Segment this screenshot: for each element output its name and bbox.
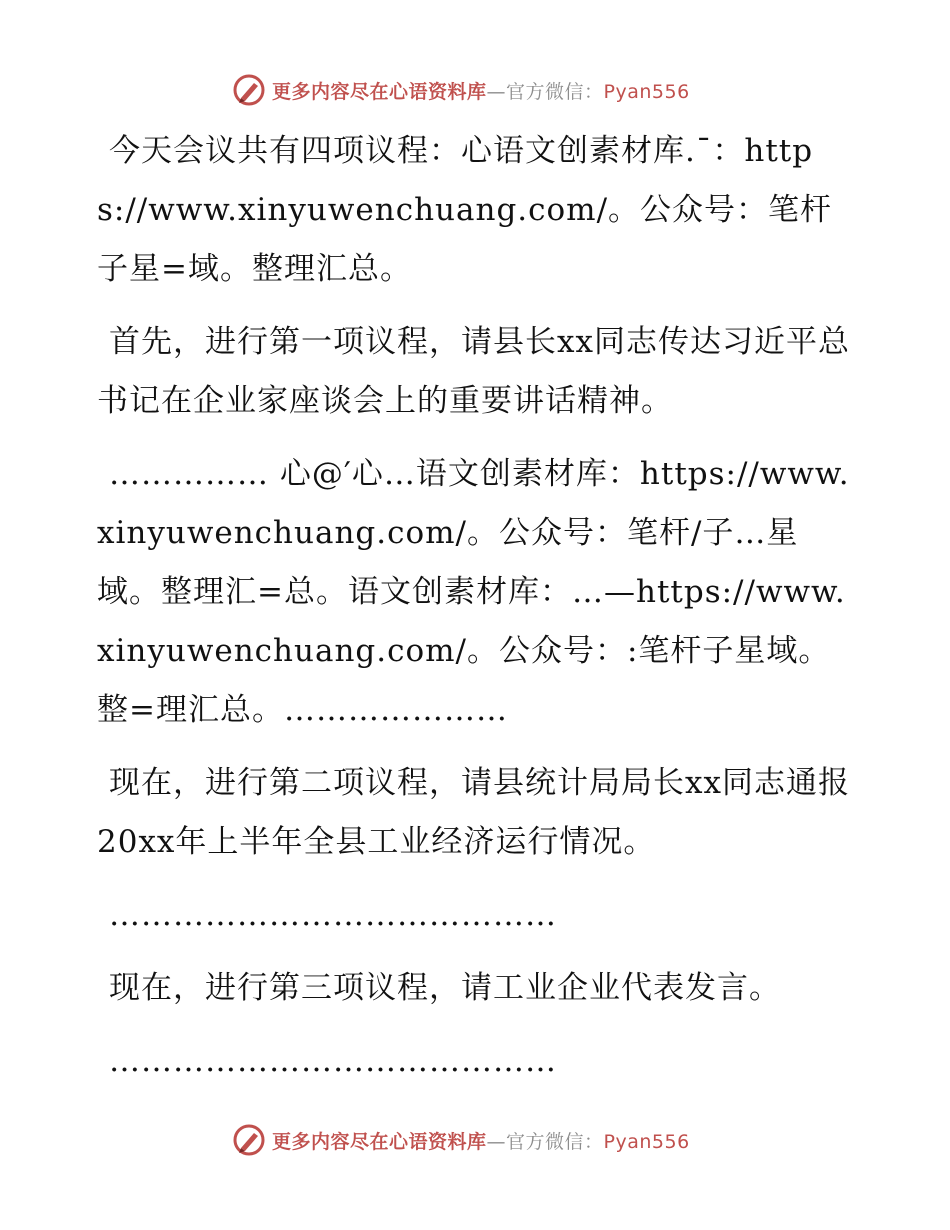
paragraph-inserted-notice: …………… 心@′心…语文创素材库：https://www.xinyuwenchuang.com/。公众号：笔杆/子…星域。整理汇=总。语文创素材库：…—https://www.xinyuwenchuang.com/。公众号：:笔杆子星域。整=理汇总。…………………	[97, 456, 850, 728]
footer-banner	[232, 1120, 752, 1160]
banner-text	[272, 77, 690, 104]
paragraph-second-item: 现在，进行第二项议程，请县统计局局长xx同志通报20xx年上半年全县工业经济运行情况。	[97, 765, 850, 860]
banner-main-text: 更多内容尽在心语资料库	[272, 1130, 487, 1153]
paragraph-third-item: 现在，进行第三项议程，请工业企业代表发言。	[109, 970, 781, 1006]
banner-wechat-id: Pyan556	[603, 1130, 690, 1153]
banner-separator: —	[486, 80, 507, 103]
banner-wechat-label: 官方微信：	[506, 1130, 604, 1153]
banner-text	[272, 1127, 690, 1154]
paragraph-first-item: 首先，进行第一项议程，请县长xx同志传达习近平总书记在企业家座谈会上的重要讲话精神。	[97, 324, 850, 419]
banner-separator: —	[486, 1130, 507, 1153]
header-banner	[232, 70, 752, 110]
paragraph-ellipsis-2: ……………………………………	[109, 1043, 557, 1079]
pen-logo-icon	[232, 1123, 266, 1157]
pen-logo-icon	[232, 73, 266, 107]
banner-wechat-id: Pyan556	[603, 80, 690, 103]
paragraph-ellipsis-1: ……………………………………	[109, 897, 557, 933]
paragraph-agenda-intro: 今天会议共有四项议程：心语文创素材库.¯：https://www.xinyuwenchuang.com/。公众号：笔杆子星=域。整理汇总。	[97, 133, 833, 287]
banner-wechat-label: 官方微信：	[506, 80, 604, 103]
document-body	[97, 122, 857, 1105]
banner-main-text: 更多内容尽在心语资料库	[272, 80, 487, 103]
